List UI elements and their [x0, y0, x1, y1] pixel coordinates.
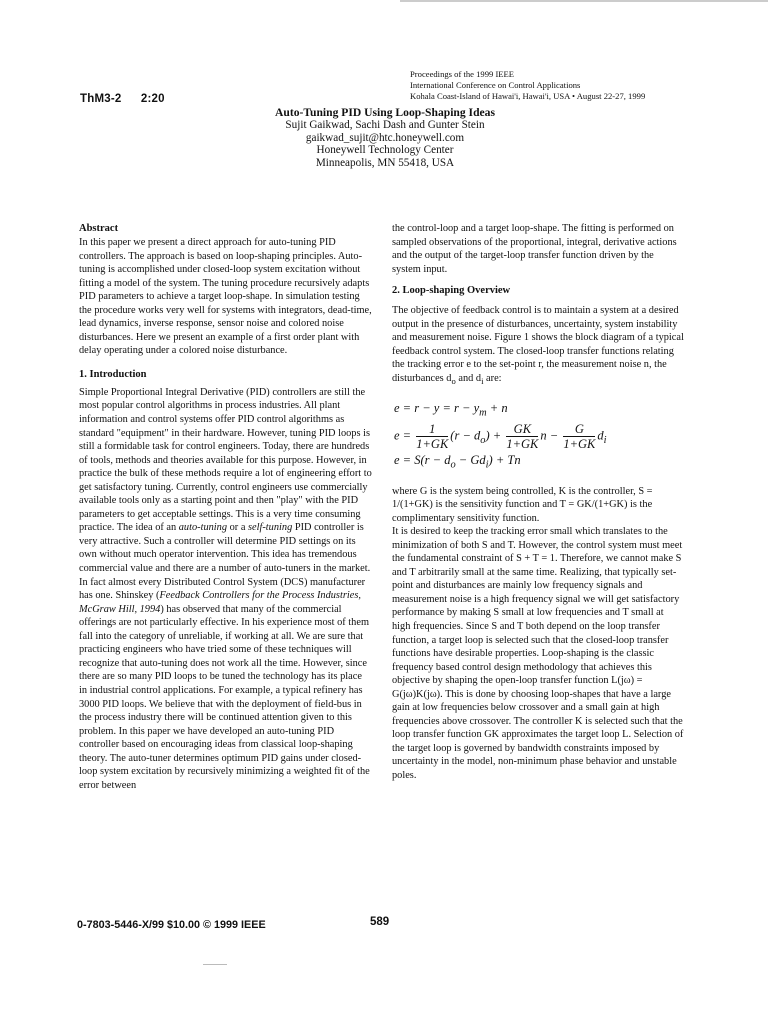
continued-text: the control-loop and a target loop-shape. The fitting is performed on sampled observations of the proportional, integral, derivative actions and the output of the target-loop transfer function driven by the system input.	[392, 223, 677, 275]
copyright-line: 0-7803-5446-X/99 $10.00 © 1999 IEEE	[77, 919, 266, 931]
proceedings-line: International Conference on Control Applications	[410, 79, 581, 90]
abstract-heading: Abstract	[79, 223, 119, 234]
proceedings-line: Proceedings of the 1999 IEEE	[410, 69, 515, 79]
authors: Sujit Gaikwad, Sachi Dash and Gunter Stein	[285, 119, 485, 131]
proceedings-line: Kohala Coast-Island of Hawai'i, Hawai'i, USA • August 22-27, 1999	[410, 90, 646, 101]
address: Minneapolis, MN 55418, USA	[315, 156, 455, 169]
session-time: 2:20	[140, 93, 165, 105]
equation-2: e = $\frac{1}{1+GK}$ $(r - d_o)$ + $\frac{GK}{1+GK}$ n − $\frac{G}{1+GK}$ $d_i$	[394, 422, 607, 452]
introduction-text: Simple Proportional Integral Derivative (PID) controllers are still the most popular control algorithms in process industries. All plant information and control systems offer PID control algorithms as standard "equipment" in their hardware. However, tuning PID loops is still a formidable task for control engineers. Today, there are hundreds of tools, methods and theories available for this purpose. However, in practice the bulk of these methods require a lot of engineering effort to get satisfactory tuning. Currently, control engineers use commercially available tools only as a starting point and then "play" with the PID parameters to get acceptable settings. This is a very time consuming practice. The idea of an auto-tuning or a self-tuning PID controller is very attractive. Such a controller will determine PID settings on its own without much operator intervention. This idea has tremendous commercial value and there are a number of auto-tuners in the market. In fact almost every Distributed Control System (DCS) manufacturer has one. Shinskey (Feedback Controllers for the Process Industries, McGraw Hill, 1994) has observed that many of the commercial offerings are not particularly effective. In his experience most of them fall into the category of unreliable, if working at all. We are sure that practicing engineers who have tried some of these techniques will recognize that auto-tuning does not work all the time. However, since there are so many PID loops to be tuned the technology has its place in industrial control applications. For example, a typical refinery has 3000 PID loops. We believe that with the deployment of field-bus in the process industry there will be continued attention given to this problem. In this paper we have developed an auto-tuning PID controller based on encouraging ideas from classical loop-shaping theory. The auto-tuner determines optimum PID gains under closed-loop system excitation by recursively minimizing a weighted fit of the error between	[79, 386, 372, 791]
introduction-heading: 1. Introduction	[79, 368, 147, 380]
author-email: gaikwad_sujit@htc.honeywell.com	[305, 131, 465, 144]
session-id: ThM3-2	[80, 93, 122, 105]
definitions-paragraph: where G is the system being controlled, K is the controller, S = 1/(1+GK) is the sensitivity function and T = GK/(1+GK) is the complimentary sensitivity function.	[392, 485, 653, 524]
loop-shaping-paragraph: The objective of feedback control is to maintain a system at a desired output in the presence of disturbances, uncertainty, system instability and measurement noise. Figure 1 shows the block diagram of a typical feedback control system. The closed-loop transfer functions relating the tracking error e to the set-point r, the measurement noise n, the disturbances $d_o$ and $d_i$ are:	[392, 305, 684, 386]
loop-shaping-heading: 2. Loop-shaping Overview	[392, 285, 511, 297]
equation-1: $e = r - y = r - y_m + n$	[394, 400, 508, 419]
paper-title: Auto-Tuning PID Using Loop-Shaping Ideas	[275, 106, 495, 119]
affiliation: Honeywell Technology Center	[316, 144, 454, 157]
left-column	[79, 222, 372, 792]
scan-edge-mark	[400, 0, 768, 2]
equation-block	[394, 399, 684, 475]
proceedings-note	[410, 69, 645, 101]
abstract-text: In this paper we present a direct approach for auto-tuning PID controllers. The approach is based on loop-shaping principles. Auto-tuning is accomplished under closed-loop system excitation without fitting a model of the system. The tuning procedure recursively adapts PID parameters to achieve a target loop-shape. In simulation testing the procedure works very well for systems with integrators, dead-time, lead dynamics, inverse response, sensor noise and colored noise disturbances. Here we present an example of a first order plant with delay operating under a colored noise disturbance.	[79, 237, 372, 357]
right-column	[392, 222, 684, 783]
page-number: 589	[370, 916, 390, 928]
scan-smudge	[203, 964, 227, 965]
session-code	[80, 93, 181, 105]
title-block	[200, 106, 570, 169]
equation-3: $e = S(r - d_o - Gd_i) + Tn$	[394, 453, 521, 471]
constraint-paragraph: It is desired to keep the tracking error small which translates to the minimization of both S and T. However, the control system must meet the fundamental constraint of S + T = 1. Therefore, we cannot make S and T arbitrarily small at the same time. Realizing, that typically set-point and disturbances are mainly low frequency signals and measurement noise is a high frequency signal we will get satisfactory performance by making S small at low frequencies and T small at high frequencies. Since S and T both depend on the loop transfer function, a target loop is selected such that the closed-loop transfer functions have desirable properties. Loop-shaping is the classic frequency based control design methodology that achieves this objective by shaping the open-loop transfer function L(jω) = G(jω)K(jω). This is done by choosing loop-shapes that have a large gain at low frequencies below crossover and a small gain at high frequencies above crossover. The controller K is selected such that the loop transfer function GK approximates the target loop L. Selection of the target loop is governed by bandwidth constraints imposed by uncertainty in the model, non-minimum phase behavior and unstable poles.	[392, 526, 684, 782]
